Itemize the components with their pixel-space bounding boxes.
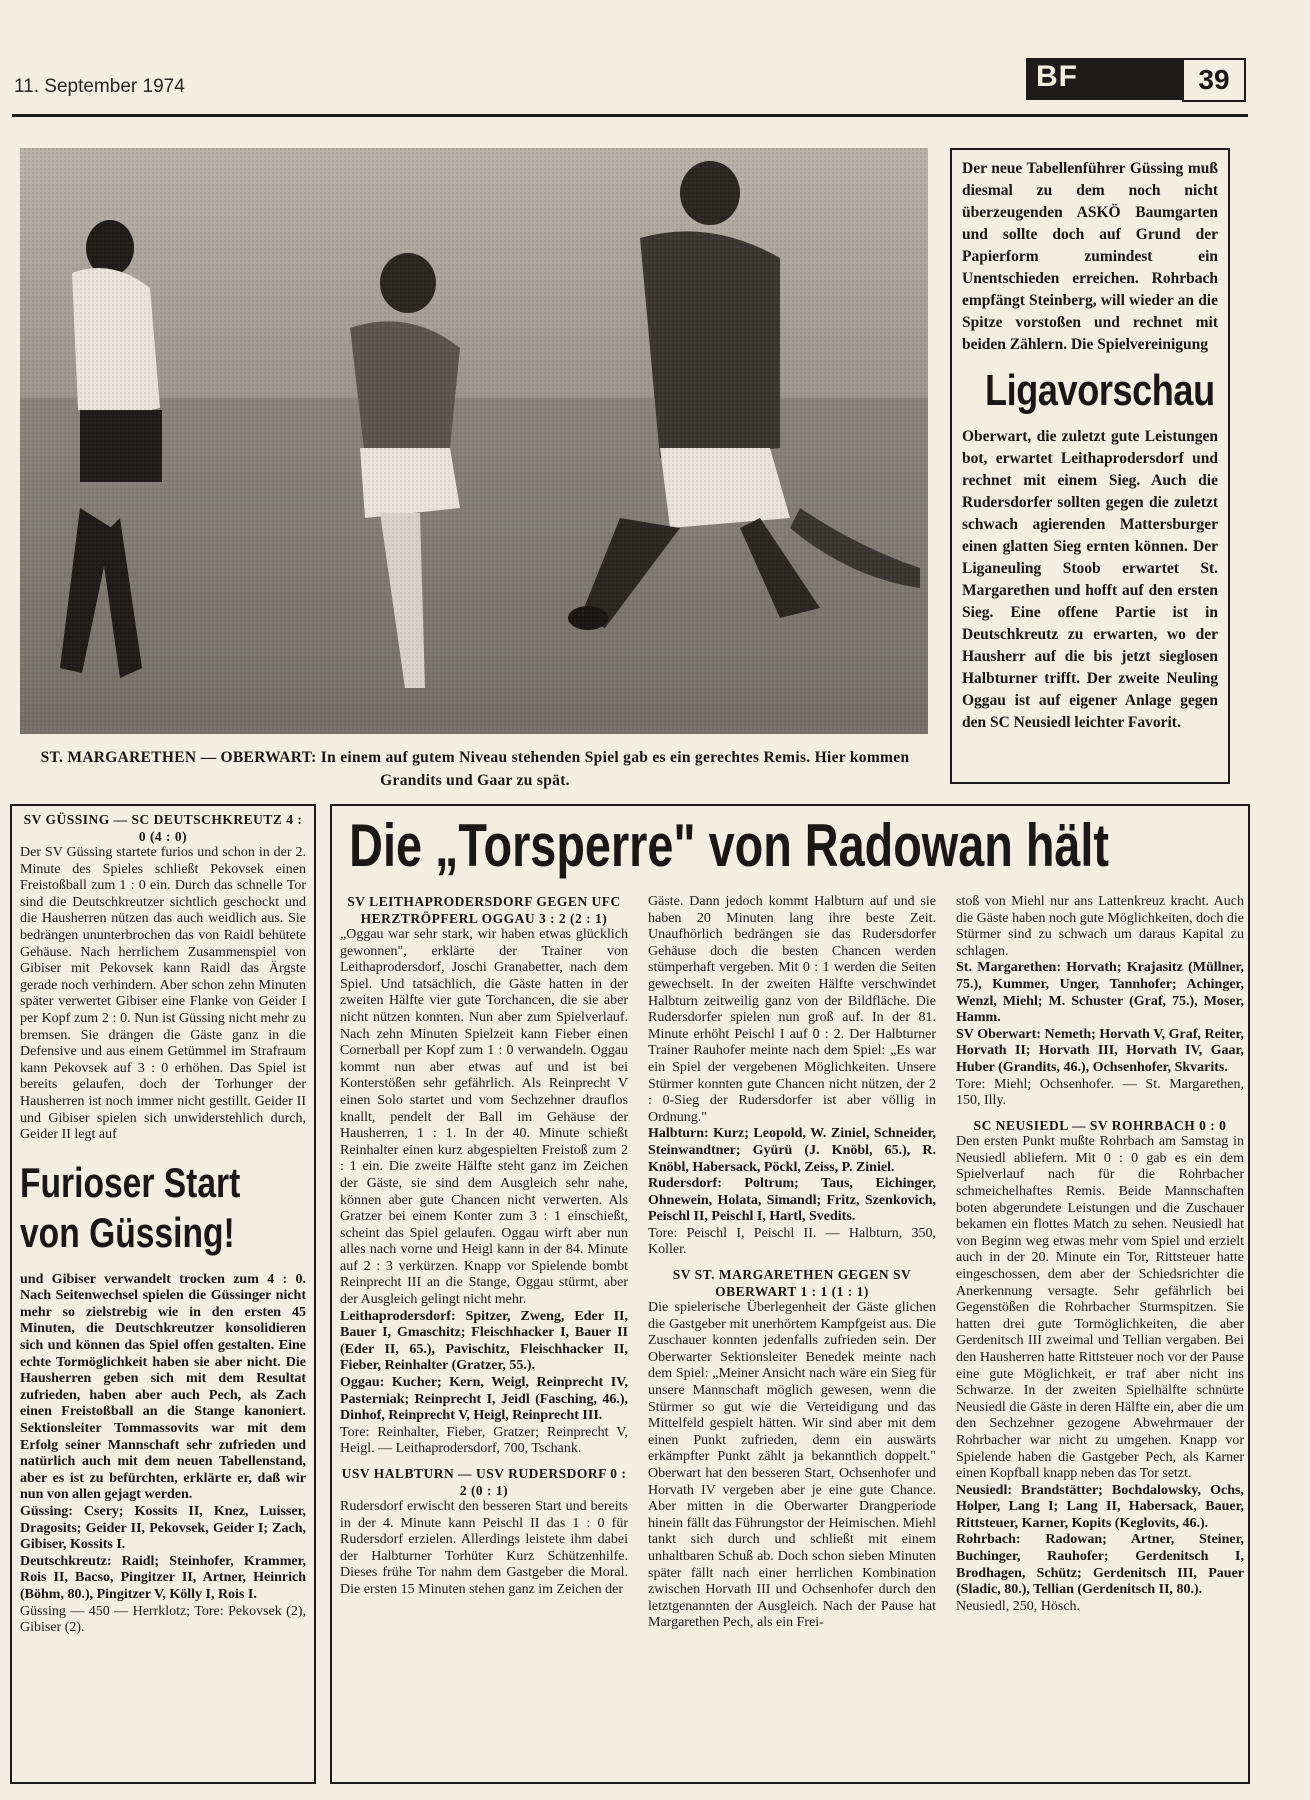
match-heading: SV GÜSSING — SC DEUTSCHKREUTZ 4 : 0 (4 : 0) [23,812,303,844]
article-title: Furioser Start von Güssing! [20,1158,241,1256]
page-number: 39 [1182,58,1246,102]
match-heading: SV ST. MARGARETHEN GEGEN SV OBERWART 1 : 1 (1 : 1) [672,1267,912,1299]
lineup: Halbturn: Kurz; Leopold, W. Ziniel, Schneider, Steinwandtner; Gyürü (J. Knöbl, 65.), R. Knöbl, Habersack, Pöckl, Zeiss, P. Ziniel. [648,1126,936,1175]
header-rule [12,114,1248,117]
issue-date: 11. September 1974 [14,76,185,97]
article-paragraph: stoß von Miehl nur ans Lattenkreuz kracht. Auch die Gäste haben noch gute Möglichkeiten, doch die Stürmer sind zu schwach um daraus Kapital zu schlagen. [956,894,1244,959]
article-column-2 [648,894,936,1774]
match-heading: SC NEUSIEDL — SV ROHRBACH 0 : 0 [973,1117,1227,1133]
lineup: Deutschkreutz: Raidl; Steinhofer, Krammer, Rois II, Bacso, Pingitzer II, Artner, Heinrich (Böhm, 80.), Pingitzer V, Kölly I, Rois I. [20,1553,306,1602]
lineup: Güssing: Csery; Kossits II, Knez, Luisser, Dragosits; Geider II, Pekovsek, Geider I; Zach, Gibiser, Kossits I. [20,1504,306,1553]
article-paragraph: Der SV Güssing startete furios und schon in der 2. Minute des Spieles schließt Pekovsek einen Freistoßball zum 1 : 0 ein. Durch das schnelle Tor sind die Deutschkreutzer sichtlich geschockt und die Hausherren nützen das auch weidlich aus. Sie bedrängen ununterbrochen das von Raidl behütete Gehäuse. Nach herrlichem Zusammenspiel von Gibiser mit Pekovsek kann Raidl das Ärgste gerade noch verhindern. Aber schon zehn Minuten später verwertet Gibiser eine Flanke von Geider I per Kopf zum 2 : 0. Nun ist Güssing nicht mehr zu bremsen. Sie drängen die Gäste ganz in die Defensive und aus einem Getümmel im Strafraum kann Pekovsek auf 3 : 0 erhöhen. Das Spiel ist bereits gelaufen, doch der Torhunger der Hausherren ist noch immer nicht gestillt. Geider II und Gibiser spielen sich unwiderstehlich durch, Geider II legt auf [20,845,306,1143]
lineup: Leithaprodersdorf: Spitzer, Zweng, Eder II, Bauer I, Gmaschitz; Fleischhacker I, Bauer II (Eder II, 65.), Pavischitz, Fleischhacker II, Fieber, Reinhalter (Gratzer, 55.). [340,1308,628,1374]
lineup: Neusiedl: Brandstätter; Bochdalowsky, Ochs, Holper, Lang I; Lang II, Habersack, Bauer, Rittsteuer, Karner, Kopits (Keglovits, 46.). [956,1482,1244,1531]
preview-body: Oberwart, die zuletzt gute Leistungen bot, erwartet Leithaprodersdorf und rechnet mit einem Sieg. Auch die Rudersdorfer sollten gegen die zuletzt schwach agierenden Mattersburger einen glatten Sieg ernten können. Der Liganeuling Stoob erwartet St. Margarethen und hofft auf den ersten Sieg. Eine offene Partie ist in Deutschkreutz zu erwarten, wo der Hausherr auf die bis jetzt sieglosen Halbturner trifft. Der zweite Neuling Oggau ist auf eigener Anlage gegen den SC Neusiedl leichter Favorit. [962,428,1218,731]
section-label: BF [1036,60,1078,93]
lineup: Rudersdorf: Poltrum; Taus, Eichinger, Ohnewein, Holata, Simandl; Fritz, Szenkovich, Peischl II, Peischl I, Hartl, Svedits. [648,1176,936,1225]
article-paragraph: Die spielerische Überlegenheit der Gäste glichen die Gastgeber mit unerhörtem Kampfgeist aus. Die Zuschauer konnten jedenfalls zufrieden sein. Der Oberwarter Sektionsleiter Benedek meinte nach dem Spiel: „Meiner Ansicht nach wäre ein Sieg für unsere Mannschaft möglich gewesen, wenn die Stürmer so gut wie die Verteidigung und das Mittelfeld gespielt hätten. Wir sind aber mit dem einen Punkt zufrieden, denn ein auswärts erkämpfter Punkt zählt ja bekanntlich doppelt." Oberwart hat den besseren Start, Ochsenhofer und Horvath IV vergeben aber je eine gute Chance. Aber mitten in die Oberwarter Drangperiode hinein fällt das Führungstor der Heimischen. Miehl tankt sich durch und schließt mit einem unhaltbaren Schuß ab. Doch schon sieben Minuten später fällt nach einer herrlichen Kombination zwischen Horvath III und Ochsenhofer durch den letztgenannten der Ausgleich. Nach der Pause hat Margarethen Pech, als ein Frei- [648,1300,936,1631]
radowan-article [330,804,1250,1784]
match-heading: USV HALBTURN — USV RUDERSDORF 0 : 2 (0 : 1) [341,1466,627,1498]
article-paragraph: Gäste. Dann jedoch kommt Halbturn auf und sie haben 20 Minuten lang ihre beste Zeit. Unaufhörlich bedrängen sie das Rudersdorfer Gehäuse doch die besten Chancen werden stümperhaft vergeben. Mit 0 : 1 werden die Seiten gewechselt. In der zweiten Hälfte verschwindet Halbturn zeitweilig ganz von der Bildfläche. Die Rudersdorfer spielen nun groß auf. In der 81. Minute erhöht Peischl I auf 0 : 2. Der Halbturner Trainer Rauhofer meinte nach dem Spiel: „Es war ein Spiel der vergebenen Möglichkeiten. Unsere Stürmer konnten gute Chancen nicht nützen, der 2 : 0-Sieg der Rudersdorfer ist aber völlig in Ordnung." [648,894,936,1125]
match-footer: Neusiedl, 250, Hösch. [956,1598,1081,1614]
article-column-1 [340,894,628,1774]
article-column-3 [956,894,1244,1774]
main-headline: Die „Torsperre" von Radowan hält [349,812,1110,879]
match-photo [20,148,928,734]
league-preview-box [950,148,1230,784]
lineup: St. Margarethen: Horvath; Krajasitz (Müllner, 75.), Kummer, Unger, Tannhofer; Achinger, Wenzl, Miehl; M. Schuster (Graf, 75.), Moser, Hamm. [956,960,1244,1026]
article-paragraph: und Gibiser verwandelt trocken zum 4 : 0. Nach Seitenwechsel spielen die Güssinger nicht mehr so zielstrebig wie in den ersten 45 Minuten, die Deutschkreutzer konsolidieren sich und können das Spiel offen gestalten. Eine echte Tormöglichkeit haben sie aber nicht. Die Hausherren geben sich mit dem Resultat zufrieden, haben aber auch Pech, als Zach einen Freistoßball an die Stange kanoniert. Sektionsleiter Tommassovits war mit dem Erfolg seiner Mannschaft sehr zufrieden und natürlich auch mit dem neuen Tabellenstand, aber es ist zu befürchten, erklärte er, daß wir nun von allen gejagt werden. [20,1271,306,1503]
preview-intro: Der neue Tabellenführer Güssing muß diesmal zu dem noch nicht überzeugenden ASKÖ Baumgarten und sollte doch auf Grund der Papierform zumindest ein Unentschieden erreichen. Rohrbach empfängt Steinberg, will wieder an die Spitze vorstoßen und rechnet mit beiden Zählern. Die Spielvereinigung [962,160,1218,353]
preview-title: Ligavorschau [985,366,1215,415]
article-paragraph: „Oggau war sehr stark, wir haben etwas glücklich gewonnen", erklärte der Trainer von Leithaprodersdorf, Joschi Granabetter, nach dem Spiel. Und tatsächlich, die Gäste hatten in der zweiten Hälfte vier gute Torchancen, die sie aber nicht nützen konnten. Nun aber zum Spielverlauf. Nach zehn Minuten Spielzeit kann Fieber einen Cornerball per Kopf zum 1 : 0 verwandeln. Oggau kommt nun aber etwas auf und ist bei Konterstößen sehr gefährlich. Als Reinprecht V einen Solo startet und vom Sechzehner drauflos knallt, pendelt der Ball im Gehäuse der Hausherren, 1 : 1. In der 40. Minute schießt Reinhalter einen kurz abgespielten Freistoß zum 2 : 1 ein. Die zweite Hälfte steht ganz im Zeichen der Gäste, sie sind dem Ausgleich sehr nahe, können aber gute Chancen nicht verwerten. Als Gratzer bei einem Konter zum 3 : 1 einschießt, scheint das Spiel gelaufen. Oggau wirft aber nun alles nach vorne und Heigl kann in der 84. Minute auf 2 : 3 verkürzen. Knapp vor Spielende bombt Reinprecht III an die Stange, Oggau stürmt, aber der Ausgleich gelingt nicht mehr. [340,927,628,1308]
match-footer: Tore: Peischl I, Peischl II. — Halbturn, 350, Koller. [648,1225,936,1258]
article-paragraph: Rudersdorf erwischt den besseren Start und bereits in der 4. Minute kann Peischl II das 1 : 0 für Rudersdorf erzielen. Allerdings leistete ihm dabei der Halbturner Torhüter Kurz Schützenhilfe. Dieses frühe Tor nahm dem Gastgeber die Moral. Die ersten 15 Minuten stehen ganz im Zeichen der [340,1499,628,1597]
match-footer: Tore: Miehl; Ochsenhofer. — St. Margarethen, 150, Illy. [956,1076,1244,1109]
guessing-article [10,804,316,1784]
lineup: SV Oberwart: Nemeth; Horvath V, Graf, Reiter, Horvath II; Horvath III, Horvath IV, Gaar, Huber (Grandits, 46.), Ochsenhofer, Skvarits. [956,1026,1244,1075]
lineup: Oggau: Kucher; Kern, Weigl, Reinprecht IV, Pasterniak; Reinprecht I, Jeidl (Fasching, 46.), Dinhof, Reinprecht V, Heigl, Reinprecht III. [340,1375,628,1424]
lineup: Rohrbach: Radowan; Artner, Steiner, Buchinger, Rauhofer; Gerdenitsch I, Brodhagen, Schütz; Gerdenitsch III, Pauer (Sladic, 80.), Tellian (Gerdenitsch II, 80.). [956,1532,1244,1598]
match-footer: Tore: Reinhalter, Fieber, Gratzer; Reinprecht V, Heigl. — Leithaprodersdorf, 700, Tschank. [340,1424,628,1457]
match-heading: SV LEITHAPRODERSDORF GEGEN UFC HERZTRÖPFERL OGGAU 3 : 2 (2 : 1) [347,894,621,926]
article-paragraph: Den ersten Punkt mußte Rohrbach am Samstag in Neusiedl abliefern. Mit 0 : 0 gab es ein dem Spielverlauf nach für die Rohrbacher schmeichelhaftes Remis. Beide Mannschaften boten abgerundete Leistungen und die Zuschauer bekamen ein flottes Match zu sehen. Neusiedl hat von Beginn weg etwas mehr vom Spiel und erzielt auch in der 20. Minute ein Tor, Rittsteuer hatte eingeschossen, dem aber der Schiedsrichter die Anerkennung versagte. Sehr gefährlich bei Gegenstößen die Rohrbacher Sturmspitzen. Sie hatten drei gute Tormöglichkeiten, die aber Gerdenitsch III zweimal und Tellian vergaben. Bei den Hausherren hatte Rittsteuer noch vor der Pause eine gute Möglichkeit, er traf aber nicht ins Schwarze. In der zweiten Spielhälfte schnürte Neusiedl die Gäste in deren Hälfte ein, aber die um den Sechzehner gezogene Abwehrmauer der Rohrbacher war nicht zu umgehen. Knapp vor Spielende haben die Gastgeber Pech, als Karner einen Kopfball knapp neben das Tor setzt. [956,1134,1244,1482]
photo-caption: ST. MARGARETHEN — OBERWART: In einem auf gutem Niveau stehenden Spiel gab es ein gerechtes Remis. Hier kommen Grandits und Gaar zu spät. [40,749,910,789]
football-players-photo [20,148,928,734]
match-footer: Güssing — 450 — Herrklotz; Tore: Pekovsek (2), Gibiser (2). [20,1603,306,1636]
